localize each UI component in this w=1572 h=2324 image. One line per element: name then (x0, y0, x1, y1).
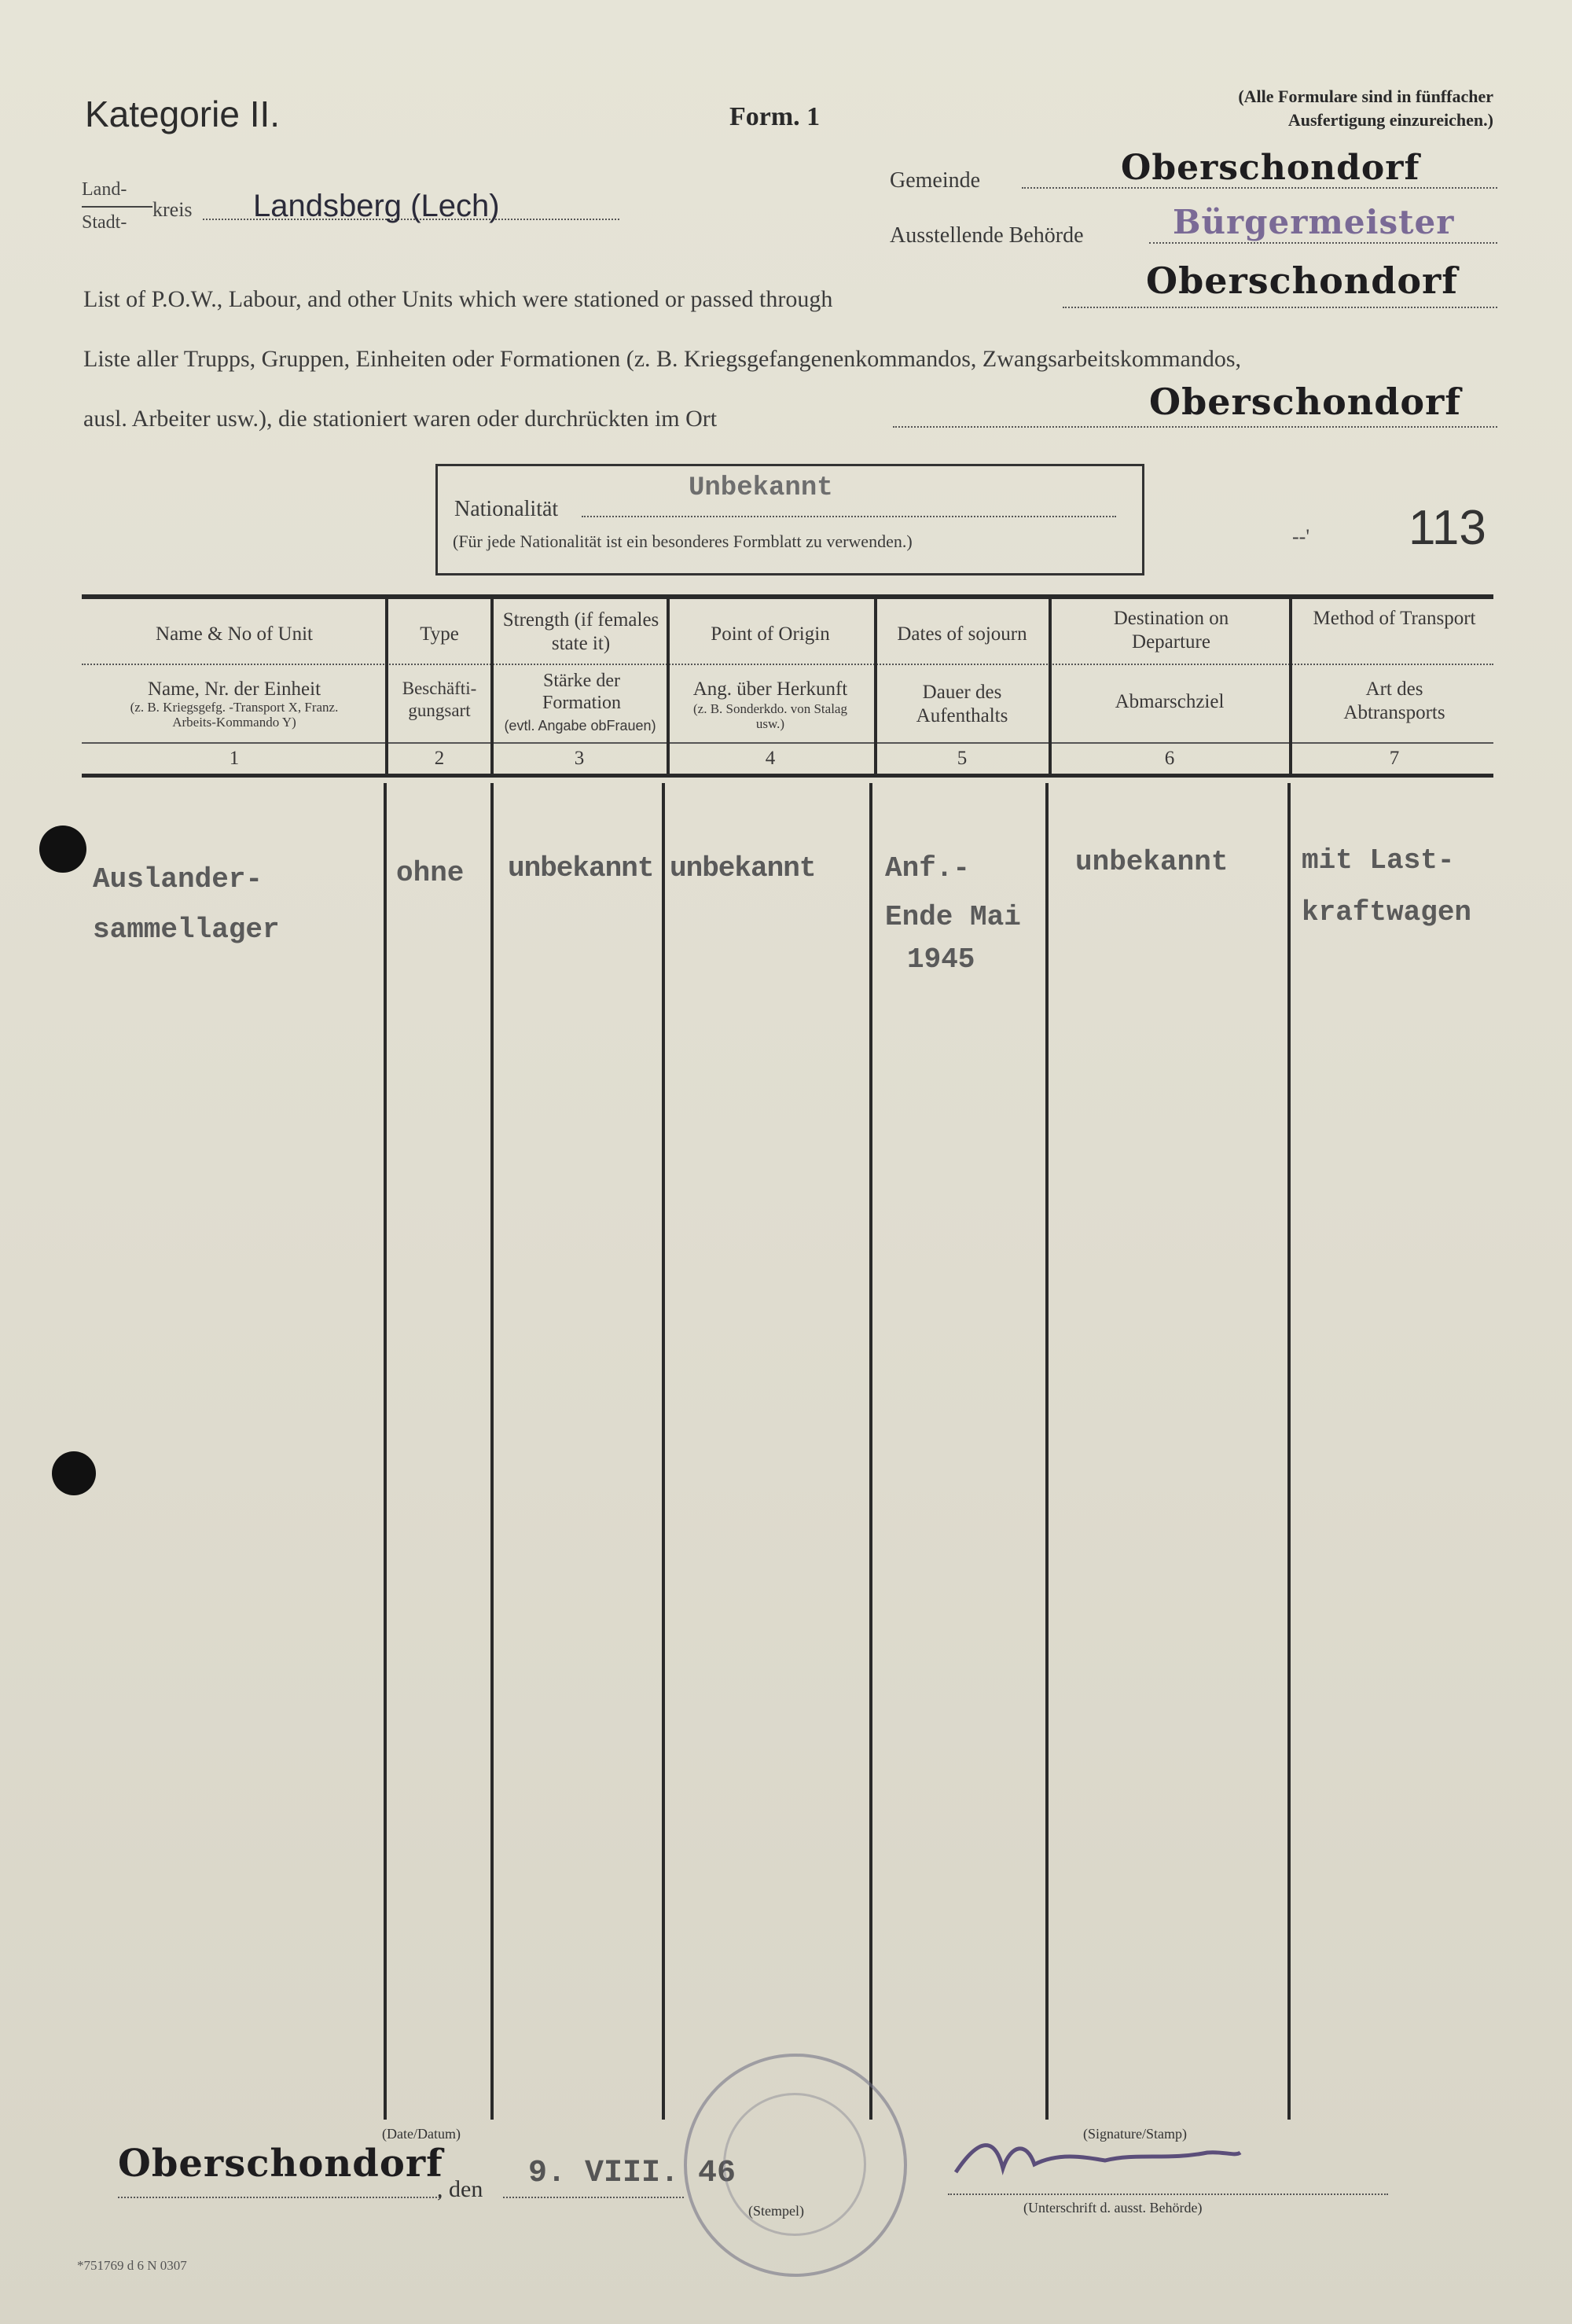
col3-header-de: Stärke der Formation (542, 671, 621, 713)
col-body-line-6 (1287, 783, 1291, 2120)
stamp-label: (Stempel) (748, 2203, 804, 2219)
col2-header-en: Type (420, 623, 459, 645)
col-body-line-1 (384, 783, 387, 2120)
footer-place: Oberschondorf (118, 2142, 443, 2186)
category-title: Kategorie II. (85, 94, 281, 134)
col5-header-en: Dates of sojourn (897, 623, 1027, 645)
page-mark: --' (1292, 525, 1310, 548)
col3-header-de-small: (evtl. Angabe obFrauen) (504, 718, 656, 734)
col-body-line-2 (490, 783, 494, 2120)
col6-header-de: Abmarschziel (1115, 691, 1225, 712)
stadt-label: Stadt- (82, 212, 127, 233)
col-body-line-4 (869, 783, 872, 2120)
date-label: (Date/Datum) (382, 2126, 461, 2142)
col7-header-en: Method of Transport (1313, 608, 1476, 629)
col1-header-num: 1 (229, 748, 240, 769)
row-type: ohne (396, 857, 465, 889)
submission-note (1085, 85, 1493, 132)
form-number: Form. 1 (729, 102, 821, 131)
list-de-line1: Liste aller Trupps, Gruppen, Einheiten oder Formationen (z. B. Kriegsgefangenenkommandos, Zwangsarbeitskommandos, (83, 346, 1242, 372)
list-de-dotted-line (893, 426, 1497, 428)
land-label: Land- (82, 179, 127, 200)
kreis-label: kreis (152, 198, 193, 221)
col4-header-num: 4 (765, 748, 776, 769)
row-strength: unbekannt (508, 852, 654, 884)
col1-header-de-small: (z. B. Kriegsgefg. -Transport X, Franz. Arbeits-Kommando Y) (130, 700, 339, 730)
col-body-line-3 (662, 783, 665, 2120)
behoerde-stamp-value: Bürgermeister (1173, 203, 1455, 241)
table-en-de-divider (82, 664, 1493, 665)
col4-header-de-small: (z. B. Sonderkdo. von Stalag usw.) (693, 701, 847, 731)
table-top-rule (82, 594, 1493, 599)
land-stadt-divider (82, 206, 152, 208)
nationality-note: (Für jede Nationalität ist ein besonderes Formblatt zu verwenden.) (453, 531, 913, 551)
row-dates-line3: 1945 (907, 943, 975, 976)
table-num-divider (82, 742, 1493, 744)
date-dotted-line (503, 2197, 684, 2198)
col1-header-de: Name, Nr. der Einheit (147, 678, 321, 700)
list-en-value: Oberschondorf (1146, 259, 1459, 302)
table-header-bottom-rule (82, 774, 1493, 778)
gemeinde-value: Oberschondorf (1121, 148, 1420, 188)
nationality-label: Nationalität (454, 497, 559, 521)
kreis-value: Landsberg (Lech) (253, 189, 500, 223)
punch-hole-bottom (52, 1451, 96, 1495)
punch-hole-top (39, 826, 86, 873)
col6-header-num: 6 (1164, 748, 1175, 769)
col6-header-en: Destination on Departure (1113, 608, 1229, 653)
col5-header-num: 5 (957, 748, 968, 769)
col1-header-en: Name & No of Unit (156, 623, 313, 645)
col3-header-num: 3 (574, 748, 585, 769)
print-code: *751769 d 6 N 0307 (77, 2258, 187, 2273)
col4-header-en: Point of Origin (711, 623, 830, 645)
row-dates-line2: Ende Mai (885, 901, 1021, 933)
list-en-dotted-line (1063, 307, 1497, 308)
col2-header-num: 2 (434, 748, 445, 769)
list-de-line2: ausl. Arbeiter usw.), die stationiert waren oder durchrückten im Ort (83, 406, 718, 432)
signature-label: (Signature/Stamp) (1083, 2126, 1187, 2142)
row-unit-line1: Auslander- (93, 863, 263, 895)
submission-note-line1: (Alle Formulare sind in fünffacher (1238, 86, 1493, 106)
row-transport-line2: kraftwagen (1302, 896, 1472, 928)
col4-header-de: Ang. über Herkunft (692, 678, 848, 700)
footer-den: , den (437, 2176, 483, 2202)
nationality-dotted-line (582, 516, 1116, 517)
list-de-value: Oberschondorf (1149, 381, 1462, 423)
col7-header-de: Art des Abtransports (1343, 678, 1445, 723)
signature-de-label: (Unterschrift d. ausst. Behörde) (1023, 2200, 1203, 2216)
behoerde-label: Ausstellende Behörde (890, 223, 1084, 248)
row-transport-line1: mit Last- (1302, 844, 1455, 877)
page-number: 113 (1409, 501, 1486, 555)
col5-header-de: Dauer des Aufenthalts (916, 682, 1008, 726)
gemeinde-label: Gemeinde (890, 168, 981, 193)
nationality-value: Unbekannt (689, 473, 833, 503)
row-origin: unbekannt (670, 852, 816, 884)
place-dotted-line (118, 2197, 440, 2198)
col-body-line-5 (1045, 783, 1049, 2120)
col3-header-en: Strength (if females state it) (502, 609, 659, 654)
row-dates-line1: Anf.- (885, 852, 971, 884)
list-en-label: List of P.O.W., Labour, and other Units which were stationed or passed through (83, 286, 833, 312)
footer-date: 9. VIII. 46 (528, 2156, 736, 2191)
row-unit-line2: sammellager (93, 914, 280, 946)
behoerde-dotted-line (1149, 242, 1497, 244)
col2-header-de: Beschäfti-gungsart (402, 678, 477, 720)
signature-dotted-line (948, 2193, 1388, 2195)
row-destination: unbekannt (1075, 846, 1229, 878)
col7-header-num: 7 (1389, 748, 1400, 769)
submission-note-line2: Ausfertigung einzureichen.) (1287, 110, 1493, 130)
